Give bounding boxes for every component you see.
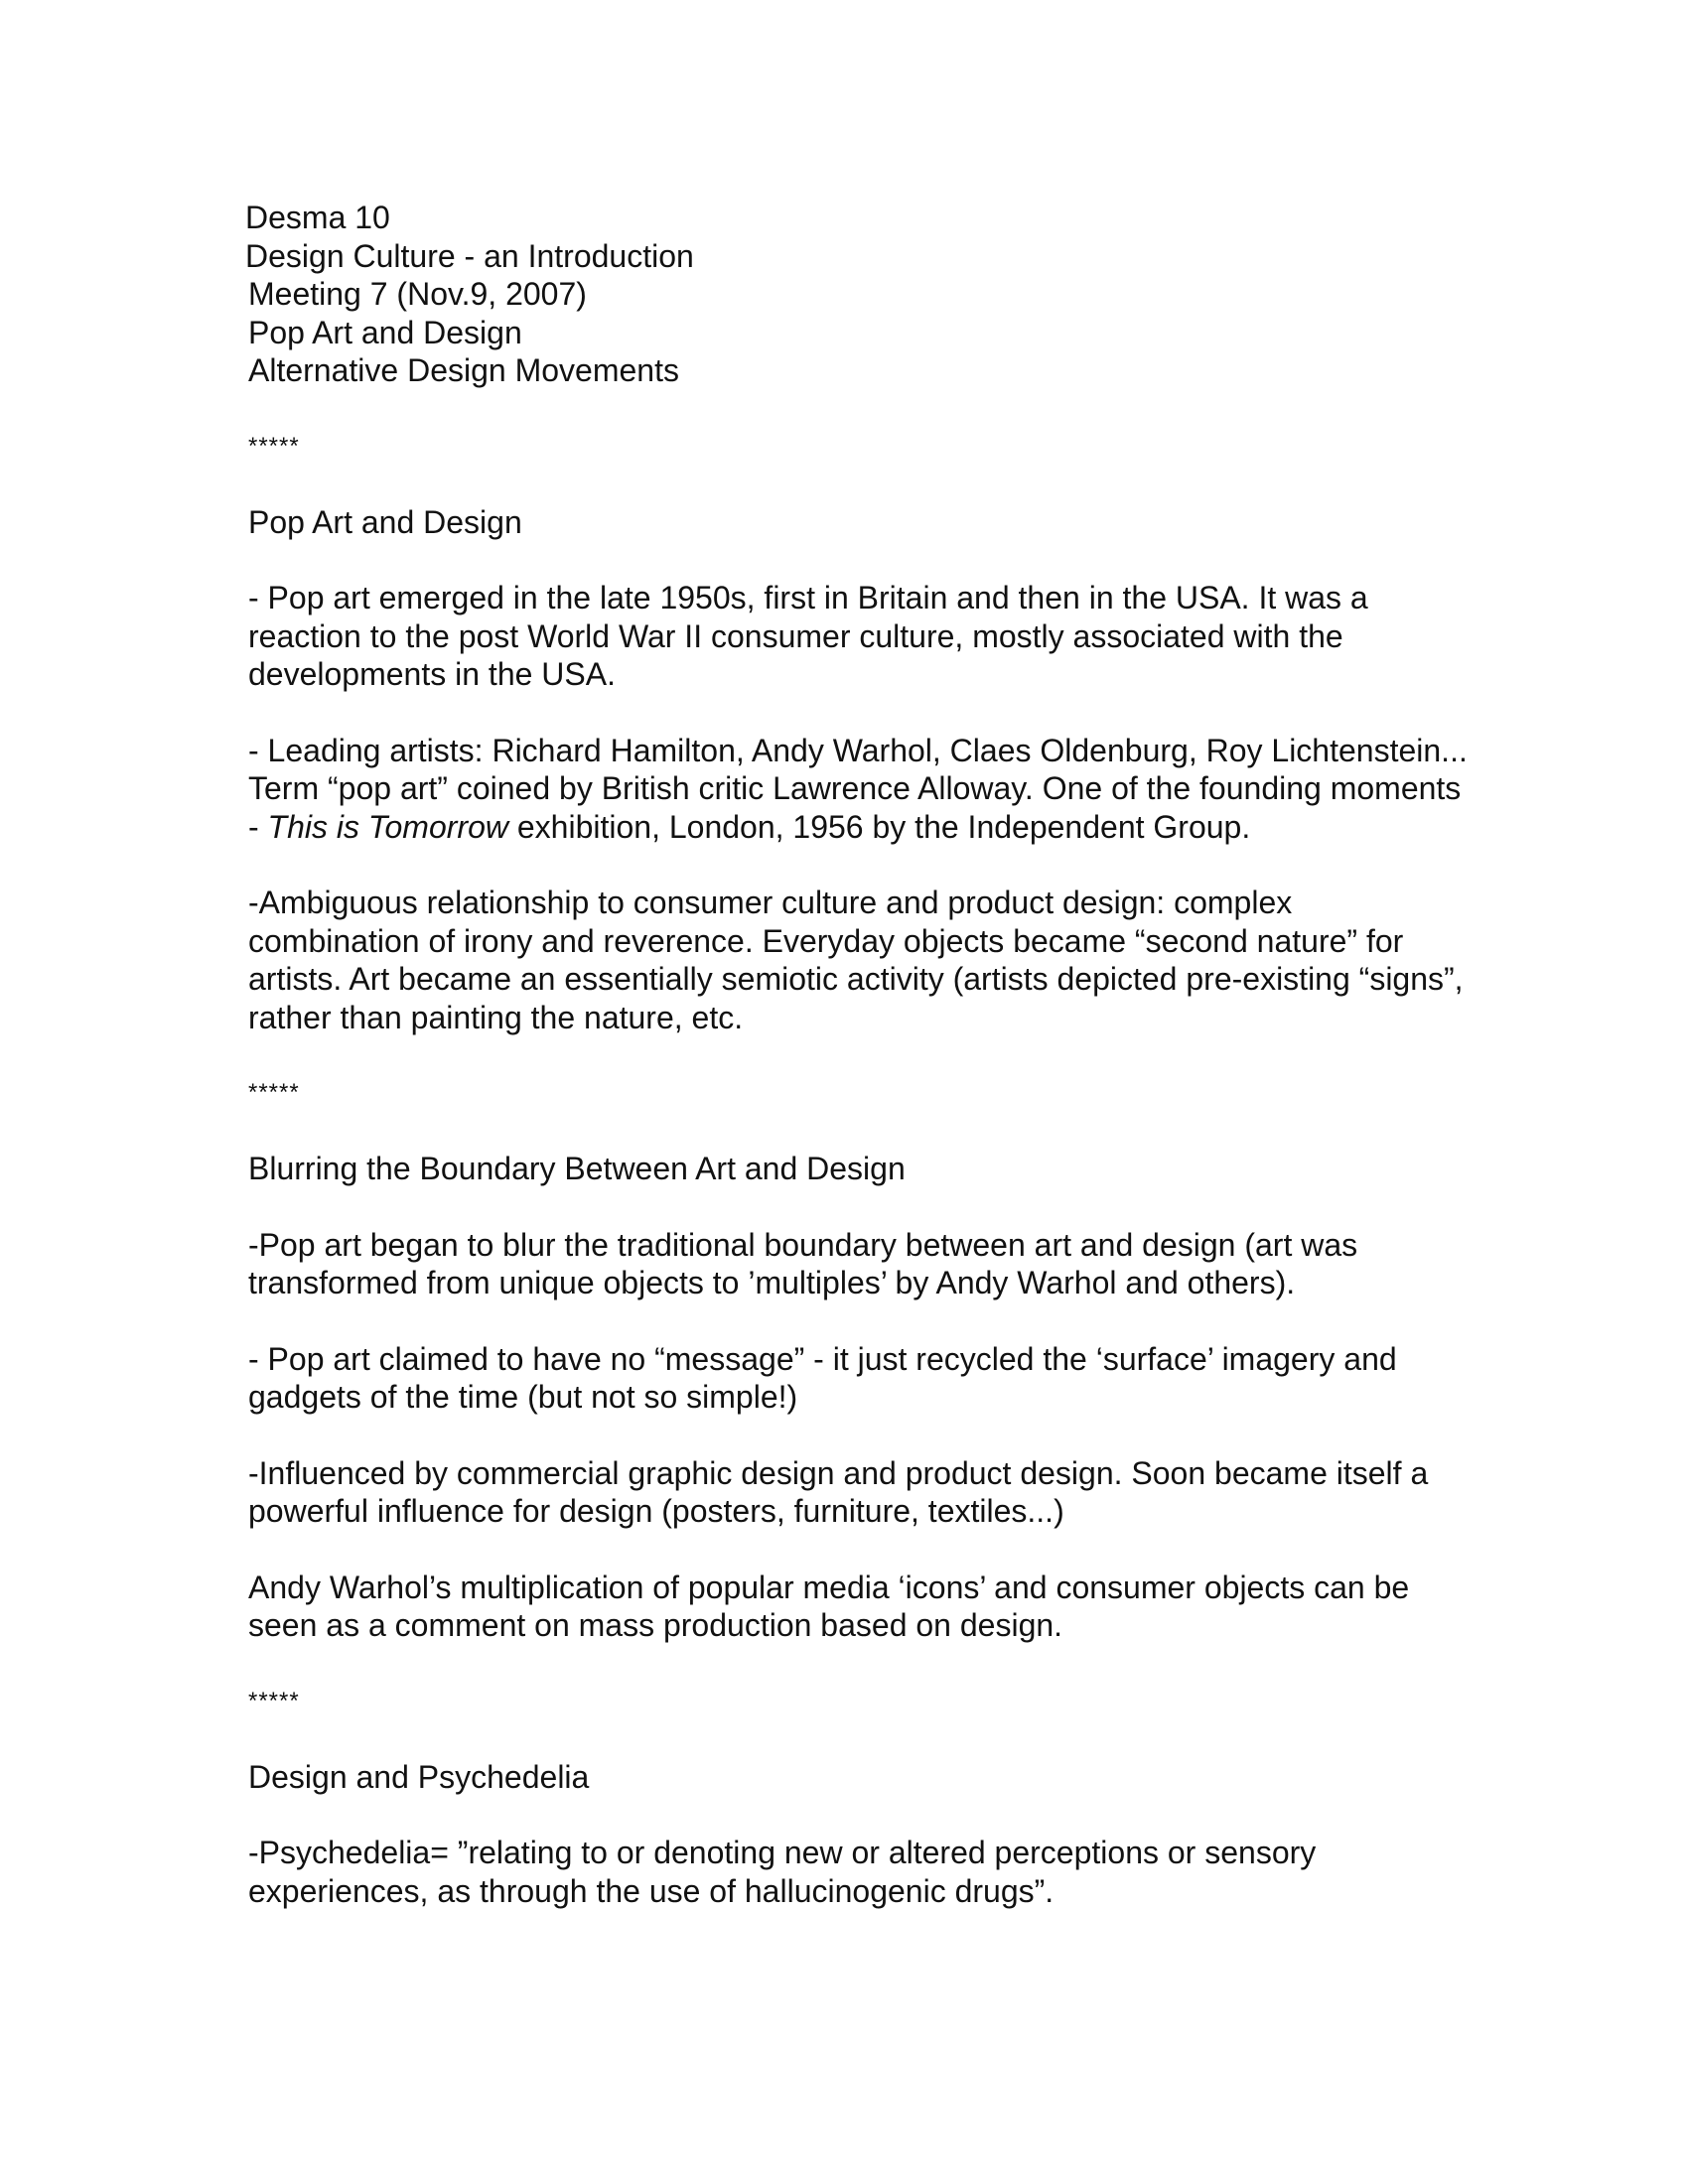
section-pop-art-and-design [248, 503, 1470, 1037]
topic-line-1: Pop Art and Design [248, 314, 522, 350]
separator: ***** [248, 1079, 300, 1106]
paragraph: -Psychedelia= ”relating to or denoting new or altered perceptions or sensory experiences, as through the use of hallucinogenic drugs”. [248, 1835, 1317, 1909]
paragraph [248, 732, 1470, 847]
paragraph: -Influenced by commercial graphic design and product design. Soon became itself a powerful influence for design (posters, furniture, textiles...) [248, 1454, 1429, 1529]
topic-line-2: Alternative Design Movements [248, 352, 679, 388]
document-page [245, 199, 1470, 1910]
section-title: Blurring the Boundary Between Art and Design [248, 1151, 906, 1186]
course-code: Desma 10 [245, 200, 390, 235]
separator: ***** [248, 1687, 300, 1714]
course-title: Design Culture - an Introduction [245, 237, 694, 274]
exhibition-title: This is Tomorrow [267, 808, 508, 845]
paragraph: -Ambiguous relationship to consumer culture and product design: complex combination of irony and reverence. Everyday objects became “second nature” for artists. Art became an essentially semiotic activity (artists depicted pre-existing “signs”, rather than painting the nature, etc. [248, 885, 1464, 1035]
document-header [245, 199, 1470, 390]
section-design-and-psychedelia [248, 1758, 1470, 1911]
paragraph-text: exhibition, London, 1956 by the Independent Group. [507, 808, 1251, 845]
paragraph: - Pop art claimed to have no “message” - it just recycled the ‘surface’ imagery and gadgets of the time (but not so simple!) [248, 1340, 1397, 1415]
section-blurring-boundary [248, 1150, 1470, 1645]
section-title: Design and Psychedelia [248, 1758, 590, 1795]
paragraph-text: - Leading artists: Richard Hamilton, Andy Warhol, Claes Oldenburg, Roy Lichtenstein... Term “pop art” coined by British critic Lawrence Alloway. One of the founding moments - [248, 732, 1468, 845]
paragraph: - Pop art emerged in the late 1950s, first in Britain and then in the USA. It was a reaction to the post World War II consumer culture, mostly associated with the developments in the USA. [248, 580, 1368, 692]
paragraph: -Pop art began to blur the traditional boundary between art and design (art was transformed from unique objects to ’multiples’ by Andy Warhol and others). [248, 1226, 1358, 1300]
section-title: Pop Art and Design [248, 503, 522, 540]
meeting-info: Meeting 7 (Nov.9, 2007) [248, 276, 587, 312]
separator: ***** [248, 432, 300, 460]
paragraph: Andy Warhol’s multiplication of popular media ‘icons’ and consumer objects can be seen as a comment on mass production based on design. [248, 1569, 1410, 1643]
